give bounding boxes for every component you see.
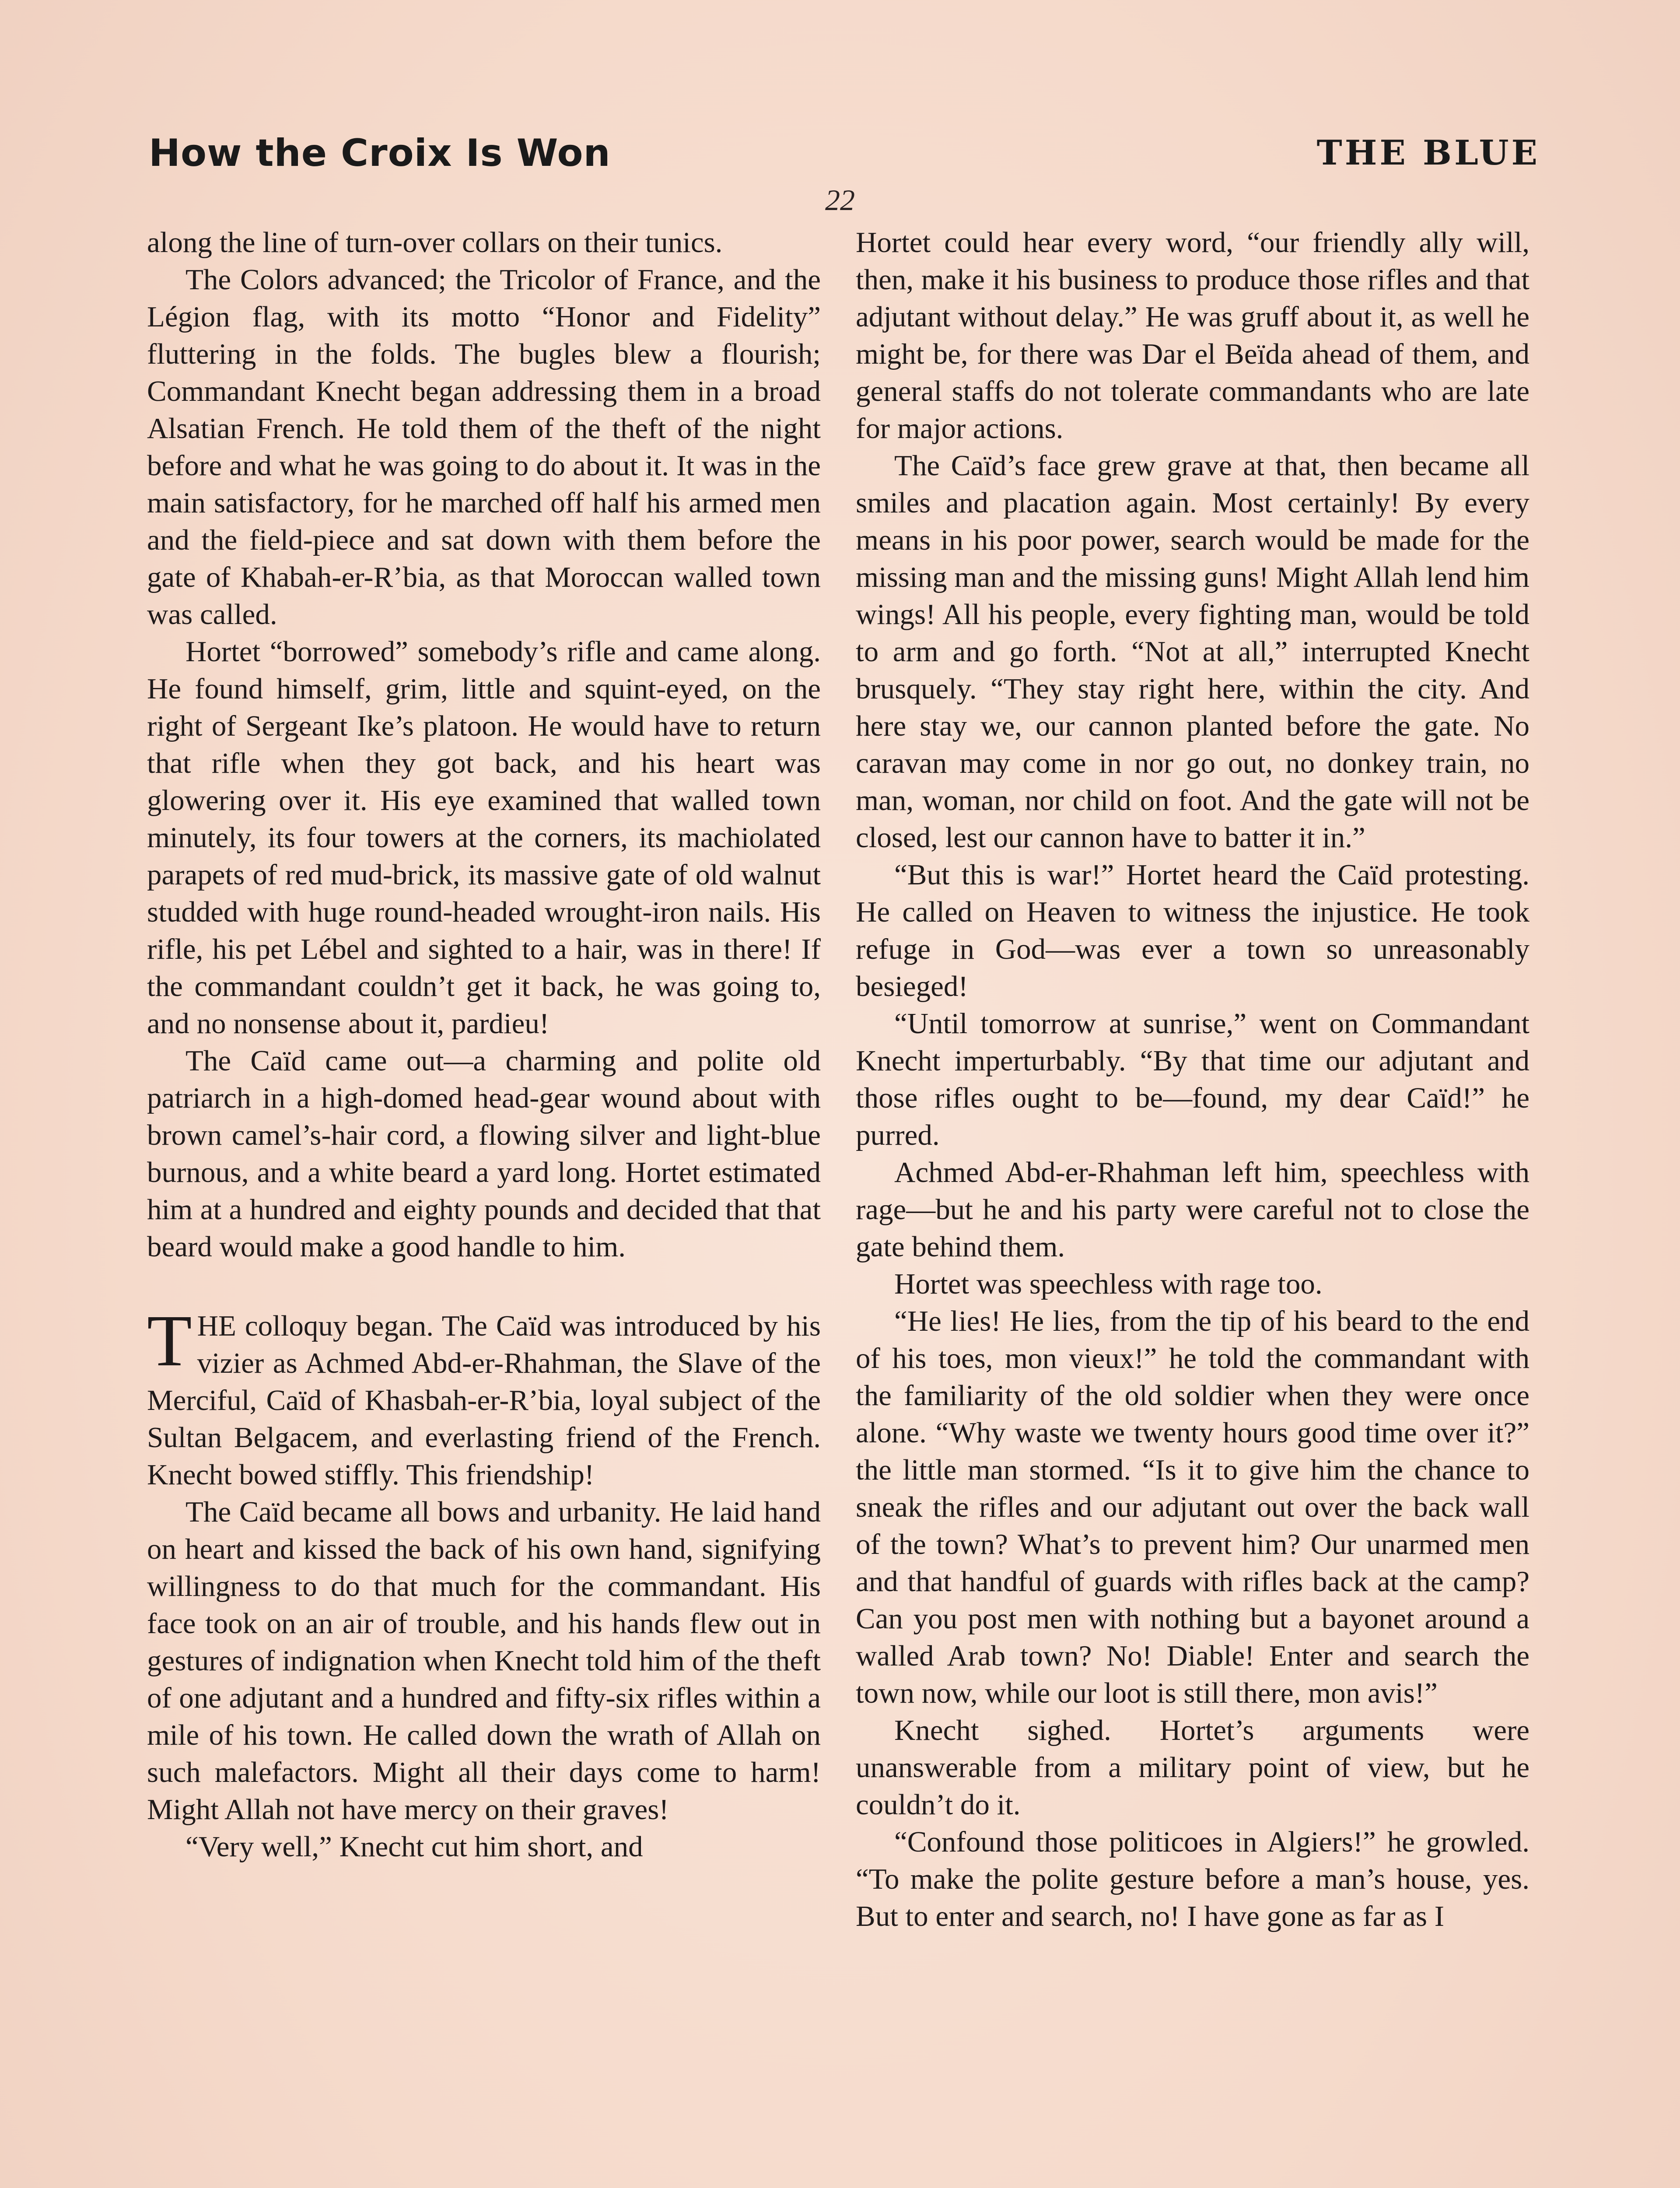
story-title: How the Croix Is Won <box>149 131 611 175</box>
page-number: 22 <box>825 183 855 217</box>
paragraph: “Very well,” Knecht cut him short, and <box>186 1830 643 1863</box>
paragraph-text: colloquy began. The Caïd was introduced by his vizier as Achmed Abd-er-Rhahman, the Slave of the Merciful, Caïd of Khasbah-er-R’bia, loyal subject of the Sultan Belgacem, and everlasting friend of the French. Knecht bowed stiffly. This friendship! <box>147 1310 821 1491</box>
paragraph: The Caïd came out—a charming and polite old patriarch in a high-domed head-gear wound about with brown camel’s-hair cord, a flowing silver and light-blue burnous, and a white beard a yard long. Hortet estimated him at a hundred and eighty pounds and decided that that beard would make a good handle to him. <box>147 1045 821 1263</box>
paragraph: The Caïd’s face grew grave at that, then became all smiles and placation again. Most certainly! By every means in his poor power, search would be made for the missing man and the missing guns! Might Allah lend him wings! All his people, every fighting man, would be told to arm and go forth. “Not at all,” interrupted Knecht brusquely. “They stay right here, within the city. And here stay we, our cannon planted before the gate. No caravan may come in nor go out, no donkey train, no man, woman, nor child on foot. And the gate will not be closed, lest our cannon have to batter it in.” <box>856 449 1530 854</box>
section-opening-paragraph <box>147 1300 821 1494</box>
paragraph: “Confound those politicoes in Algiers!” he growled. “To make the polite gesture before a man’s house, yes. But to enter and search, no! I have gone as far as I <box>856 1826 1530 1932</box>
paragraph: along the line of turn-over collars on their tunics. <box>147 226 723 259</box>
paragraph: Achmed Abd-er-Rhahman left him, speechless with rage—but he and his party were careful not to close the gate behind them. <box>856 1156 1530 1263</box>
paragraph: The Colors advanced; the Tricolor of France, and the Légion flag, with its motto “Honor and Fidelity” fluttering in the folds. The bugles blew a flourish; Commandant Knecht began addressing them in a broad Alsatian French. He told them of the theft of the night before and what he was going to do about it. It was in the main satisfactory, for he marched off half his armed men and the field-piece and sat down with them before the gate of Khabah-er-R’bia, as that Moroccan walled town was called. <box>147 263 821 631</box>
opening-caps: HE <box>197 1310 236 1342</box>
paragraph: Hortet “borrowed” somebody’s rifle and came along. He found himself, grim, little and squint-eyed, on the right of Sergeant Ike’s platoon. He would have to return that rifle when they got back, and his heart was glowering over it. His eye examined that walled town minutely, its four towers at the corners, its machiolated parapets of red mud-brick, its massive gate of old walnut studded with huge round-headed wrought-iron nails. His rifle, his pet Lébel and sighted to a hair, was in there! If the commandant couldn’t get it back, he was going to, and no nonsense about it, pardieu! <box>147 635 821 1040</box>
paragraph: “Until tomorrow at sunrise,” went on Commandant Knecht imperturbably. “By that time our adjutant and those rifles ought to be—found, my dear Caïd!” he purred. <box>856 1007 1530 1151</box>
paragraph: Hortet could hear every word, “our friendly ally will, then, make it his business to produce those rifles and that adjutant without delay.” He was gruff about it, as well he might be, for there was Dar el Beïda ahead of them, and general staffs do not tolerate commandants who are late for major actions. <box>856 226 1530 445</box>
paragraph: Knecht sighed. Hortet’s arguments were unanswerable from a military point of view, but he couldn’t do it. <box>856 1714 1530 1821</box>
right-column <box>856 224 1530 1935</box>
paragraph: The Caïd became all bows and urbanity. He laid hand on heart and kissed the back of his own hand, signifying willingness to do that much for the commandant. His face took on an air of trouble, and his hands flew out in gestures of indignation when Knecht told him of the theft of one adjutant and a hundred and fifty-six rifles within a mile of his town. He called down the wrath of Allah on such malefactors. Might all their days come to harm! Might Allah not have mercy on their graves! <box>147 1496 821 1826</box>
left-column <box>147 224 821 1865</box>
magazine-title: THE BLUE <box>1316 133 1540 173</box>
drop-cap: T <box>147 1300 192 1382</box>
paragraph: Hortet was speechless with rage too. <box>894 1268 1323 1300</box>
paragraph: “But this is war!” Hortet heard the Caïd protesting. He called on Heaven to witness the injustice. He took refuge in God—was ever a town so unreasonably besieged! <box>856 859 1530 1003</box>
paragraph: “He lies! He lies, from the tip of his beard to the end of his toes, mon vieux!” he told the commandant with the familiarity of the old soldier when they were once alone. “Why waste we twenty hours good time over it?” the little man stormed. “Is it to give him the chance to sneak the rifles and our adjutant out over the back wall of the town? What’s to prevent him? Our unarmed men and that handful of guards with rifles back at the camp? Can you post men with nothing but a bayonet around a walled Arab town? No! Diable! Enter and search the town now, while our loot is still there, mon avis!” <box>856 1305 1530 1709</box>
